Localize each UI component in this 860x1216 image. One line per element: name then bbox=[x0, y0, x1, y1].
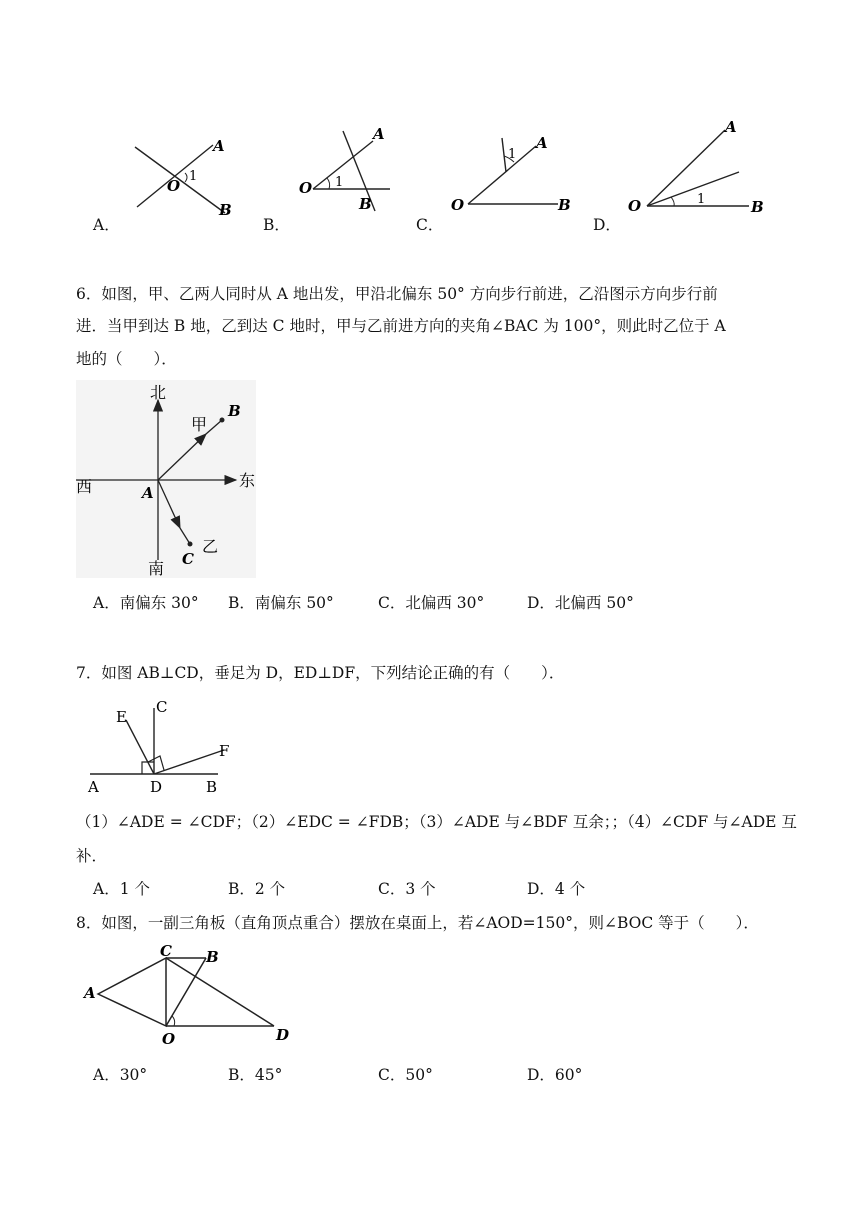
q5-option-a: A． bbox=[93, 216, 120, 234]
q5d-label-b: B bbox=[751, 198, 764, 216]
q7-option-d: D．4 个 bbox=[527, 880, 586, 898]
q6-stem-line1: 6．如图，甲、乙两人同时从 A 地出发，甲沿北偏东 50° 方向步行前进，乙沿图示方向步行前 bbox=[76, 285, 718, 303]
q7-option-b: B．2 个 bbox=[228, 880, 286, 898]
q5c-label-o: O bbox=[451, 196, 465, 214]
q7-option-a: A．1 个 bbox=[93, 880, 150, 898]
q5b-label-1: 1 bbox=[335, 175, 344, 190]
q8-option-d: D．60° bbox=[527, 1066, 583, 1084]
q8-set-square-figure bbox=[84, 942, 294, 1048]
q7-conclusions-line2: 补． bbox=[76, 847, 108, 865]
q6-label-north: 北 bbox=[150, 383, 167, 402]
q6-stem-line2: 进．当甲到达 B 地，乙到达 C 地时，甲与乙前进方向的夹角∠BAC 为 100°，则此时乙位于 A bbox=[76, 317, 726, 335]
q5a-label-b: B bbox=[219, 201, 232, 219]
q8-option-c: C．50° bbox=[378, 1066, 433, 1084]
q8-label-d: D bbox=[276, 1026, 290, 1044]
q5c-label-a: A bbox=[536, 134, 548, 152]
q5d-label-a: A bbox=[725, 118, 737, 136]
q6-label-a: A bbox=[142, 484, 154, 502]
q5-option-b: B． bbox=[263, 216, 290, 234]
q8-label-b: B bbox=[206, 948, 219, 966]
q5d-label-o: O bbox=[628, 197, 642, 215]
q5-figure-d bbox=[625, 118, 775, 218]
q6-option-c: C．北偏西 30° bbox=[378, 594, 485, 612]
q5-option-c: C． bbox=[416, 216, 444, 234]
q6-label-b: B bbox=[228, 402, 241, 420]
q7-label-c: C bbox=[156, 698, 168, 716]
q5-figure-c bbox=[448, 128, 578, 218]
q6-option-b: B．南偏东 50° bbox=[228, 594, 334, 612]
q6-option-a: A．南偏东 30° bbox=[93, 594, 199, 612]
q5-figure-b bbox=[295, 125, 395, 215]
q7-option-c: C．3 个 bbox=[378, 880, 436, 898]
q8-option-a: A．30° bbox=[93, 1066, 148, 1084]
q8-label-a: A bbox=[84, 984, 96, 1002]
q5-option-d: D． bbox=[593, 216, 621, 234]
q5a-label-a: A bbox=[213, 137, 225, 155]
q5a-label-1: 1 bbox=[189, 169, 198, 184]
q8-option-b: B．45° bbox=[228, 1066, 283, 1084]
q8-stem: 8．如图，一副三角板（直角顶点重合）摆放在桌面上，若∠AOD=150°，则∠BOC 等于（ ）． bbox=[76, 914, 759, 932]
q7-label-f: F bbox=[219, 742, 230, 760]
q7-label-e: E bbox=[116, 708, 127, 726]
q5d-label-1: 1 bbox=[697, 192, 706, 207]
q8-label-c: C bbox=[160, 942, 172, 960]
q6-label-c: C bbox=[182, 550, 194, 568]
q7-label-a: A bbox=[88, 778, 99, 796]
q6-option-d: D．北偏西 50° bbox=[527, 594, 634, 612]
q5c-label-1: 1 bbox=[508, 147, 517, 162]
q6-stem-line3: 地的（ ）． bbox=[76, 350, 177, 368]
q6-label-south: 南 bbox=[148, 559, 165, 578]
q7-label-d: D bbox=[150, 778, 163, 796]
q8-label-o: O bbox=[162, 1030, 176, 1048]
q5c-label-b: B bbox=[558, 196, 571, 214]
q6-label-jia: 甲 bbox=[191, 415, 208, 434]
q7-stem: 7．如图 AB⊥CD，垂足为 D，ED⊥DF，下列结论正确的有（ ）． bbox=[76, 664, 565, 682]
q5-figure-a bbox=[125, 135, 245, 225]
q6-label-yi: 乙 bbox=[202, 537, 219, 556]
q6-label-west: 西 bbox=[76, 477, 93, 496]
q5b-label-o: O bbox=[299, 179, 313, 197]
q7-label-b: B bbox=[206, 778, 218, 796]
q6-direction-figure bbox=[76, 380, 256, 578]
q5b-label-a: A bbox=[373, 125, 385, 143]
q5a-label-o: O bbox=[167, 177, 181, 195]
q7-perpendicular-figure bbox=[88, 698, 248, 798]
q5b-label-b: B bbox=[359, 195, 372, 213]
q7-conclusions-line1: （1）∠ADE = ∠CDF；（2）∠EDC = ∠FDB；（3）∠ADE 与∠BDF 互余；；（4）∠CDF 与∠ADE 互 bbox=[76, 813, 797, 831]
q6-label-east: 东 bbox=[239, 471, 256, 490]
